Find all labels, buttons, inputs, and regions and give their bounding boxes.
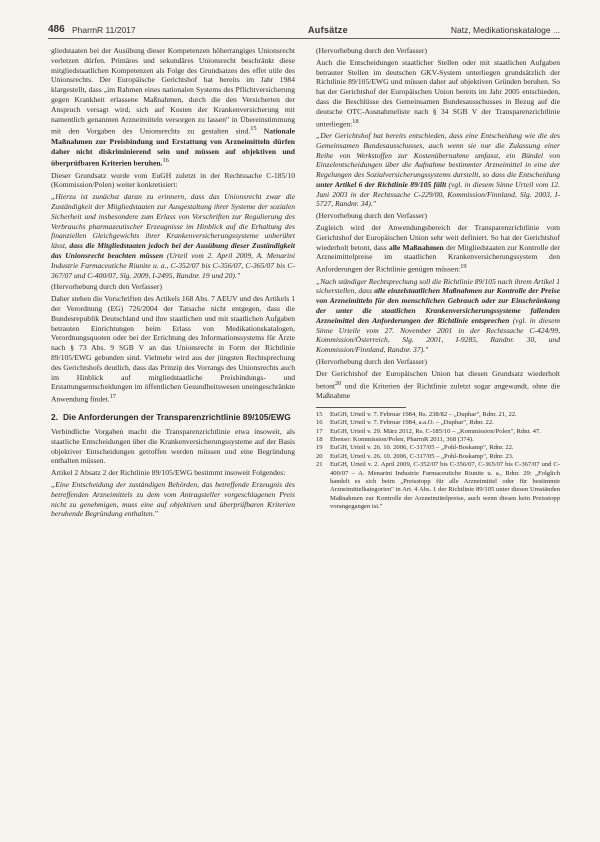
footnote-number: 19 — [316, 444, 323, 452]
emphasis-note: (Hervorhebung durch den Verfasser) — [51, 282, 162, 292]
footnote — [316, 411, 560, 419]
footnote-text: EuGH, Urteil v. 29. März 2012, Rs. C-185/10 – „Kommission/Polen", Rdnr. 47. — [330, 427, 541, 435]
quote-text: „Hierzu ist zunächst daran zu erinnern, dass das Unionsrecht zwar die Zuständigkeit der Mitgliedstaaten zur Ausgestaltung ihrer Systeme der sozialen Sicherheit und insbesondere zum Erlass von Vorschriften zur Regulierung des Verbrauchs pharmazeutischer Erzeugnisse im Hinblick auf die Erhaltung des finanziellen Gleichgewichts ihrer Krankenversicherungssysteme unberührt lässt, — [51, 192, 295, 251]
bold-text: Nationale Maßnahmen zur Preisbindung und Erstattung von Arzneimitteln dürfen daher nicht diskriminierend sein und müssen auf objektiven und überprüfbaren Kriterien beruhen. — [51, 126, 295, 168]
footnotes — [316, 411, 560, 512]
footnote-number: 17 — [316, 427, 323, 435]
footnote-text: Ebenso: Kommission/Polen, PharmR 2011, 368 (374). — [330, 435, 474, 443]
footnote-ref: 18 — [352, 117, 359, 125]
quote-text: (vgl. in diesem Sinne Urteile vom 27. November 2001 in der Rechtssache C-424/99, Kommission/Österreich, Slg. 2001, I-9285, Randnr. 30, und Kommission/Finnland, Randnr. 37)." — [316, 315, 560, 355]
page-number: 486 — [48, 24, 65, 35]
section-title: Aufsätze — [308, 25, 348, 35]
paragraph — [316, 369, 560, 401]
footnote — [316, 453, 560, 461]
paragraph — [51, 46, 295, 169]
paragraph-text: Daher stehen die Vorschriften des Artikels 168 Abs. 7 AEUV und des Artikels 1 der Verordnung (EG) 726/2004 der Tatsache nicht entgegen, dass die Bundesrepublik Deutschland und ihre staatlichen und mit staatlichen Aufgaben betrauten Einrichtungen beim Erlass von Medikationskatalogen, Verordnungsquoten oder bei der Errichtung des Informationssystems für Ärzte nach § 73 Abs. 9 SGB V an das Unionsrecht in Form der Richtlinie 89/105/EWG gebunden sind. Vielmehr wird aus der jüngsten Rechtsprechung des Gerichtshofs deutlich, dass das Prinzip des Vorrangs des Unionsrechts auch im Hinblick auf mitgliedstaatliche Preisbindungs- und Erstattungsentscheidungen im öffentlichen Gesundheitswesen uneingeschränkte Anwendung findet. — [51, 294, 295, 404]
quote-text: (vgl. in diesem Sinne Urteil vom 12. Juni 2003 in der Rechtssache C-229/00, Kommission/Finnland, Slg. 2003, I-5727, Randnr. 34)." — [316, 179, 561, 209]
footnote-ref: 16 — [162, 157, 169, 165]
footnote-number: 21 — [316, 461, 323, 469]
paragraph — [316, 58, 560, 129]
quote-text: „Nach ständiger Rechtsprechung soll die Richtlinie 89/105 nach ihrem Artikel 1 sicherstellen, dass — [316, 276, 560, 296]
footnote — [316, 428, 560, 436]
footnote-number: 20 — [316, 452, 323, 460]
heading-text: Die Anforderungen der Transparenzrichtlinie 89/105/EWG — [63, 412, 291, 423]
paragraph: Artikel 2 Absatz 2 der Richtlinie 89/105/EWG bestimmt insoweit Folgendes: — [51, 468, 286, 478]
footnote-text: EuGH, Urteil v. 26. 10. 2006, C-317/05 – „Pohl-Boskamp", Rdnr. 23. — [330, 452, 514, 460]
footnote-ref: 15 — [250, 125, 257, 133]
paragraph: Dieser Grundsatz wurde vom EuGH zuletzt in der Rechtssache C-185/10 (Kommission/Polen) weiter konkretisiert: — [51, 170, 295, 190]
paragraph — [51, 294, 295, 404]
footnote — [316, 461, 560, 511]
footnote — [316, 419, 560, 427]
heading-number: 2. — [51, 412, 58, 423]
footnote-divider — [316, 407, 406, 408]
quote — [316, 277, 560, 355]
quote — [316, 131, 560, 209]
paragraph — [316, 223, 560, 275]
section-heading — [51, 412, 295, 423]
quote: „Eine Entscheidung der zuständigen Behörden, das betreffende Erzeugnis des betreffenden Arzneimittels zu dem vom Antragsteller vorgeschlagenen Preis nicht zu genehmigen, muss eine auf objektiven und überprüfbaren Kriterien beruhende Begründung enthalten." — [51, 479, 295, 519]
running-title: Natz, Medikationskataloge ... — [450, 25, 560, 35]
emphasis-note: (Hervorhebung durch den Verfasser) — [316, 211, 427, 221]
left-column — [51, 46, 295, 521]
paragraph-text: Auch die Entscheidungen staatlicher Stellen oder mit staatlichen Aufgaben betrauter Stellen im deutschen GKV-System unterliegen grundsätzlich der Richtlinie 89/105/EWG und müssen daher auf objektiven Gründen beruhen. So hat der Gerichtshof der Europäischen Union bereits im Jahr 2005 entschieden, dass die Beschlüsse des Gemeinsamen Bundesausschusses in Bezug auf die deutsche OTC-Ausnahmeliste nach § 34 SGB V der Transparenzrichtlinie unterliegen: — [316, 57, 560, 129]
quote-bold-text: unter Artikel 6 der Richtlinie 89/105 fällt — [316, 179, 447, 189]
quote-bold-text: dass die Mitgliedstaaten jedoch bei der Ausübung dieser Zuständigkeit das Unionsrecht beachten müssen — [51, 241, 296, 260]
footnote-ref: 19 — [460, 263, 467, 271]
footnote-ref: 20 — [334, 379, 342, 387]
footnote-number: 18 — [316, 435, 323, 443]
right-column — [316, 46, 560, 512]
paragraph-text: Zugleich wird der Anwendungsbereich der Transparenzrichtlinie vom Gerichtshof der Europäischen Union sehr weit definiert. So hat der Gerichtshof wiederholt betont, dass — [316, 223, 560, 252]
footnote — [316, 444, 560, 452]
quote-text: „Der Gerichtshof hat bereits entschieden, dass eine Entscheidung wie die des Gemeinsamen Bundesausschusses, auch wenn sie nur die Zulassung einer Reihe von Werkstoffen zur Kostenübernahme umfasst, ein Bündel von Einzelentscheidungen über die Aufnahme bestimmter Arzneimittel in eine der Regelungen des Sozialversicherungssystems darstellt, so dass die Entscheidung — [316, 130, 560, 180]
footnote-number: 15 — [316, 410, 323, 418]
quote-text: (Urteil vom 2. April 2009, A. Menarini Industrie Farmaceutiche Riunite u. a., C-352/07 bis C-356/07, C-365/07 bis C-367/07 und C-400/07, Slg. 2009, I-2495, Randnr. 19 und 20)." — [51, 251, 295, 280]
footnote-number: 16 — [316, 419, 323, 427]
paragraph-text: Der Gerichtshof der Europäischen Union hat diesen Grundsatz wiederholt betont — [316, 368, 560, 391]
header-rule — [48, 38, 560, 39]
quote — [51, 192, 295, 280]
emphasis-note: (Hervorhebung durch den Verfasser) — [316, 356, 427, 366]
paragraph-text: der Mitgliedstaaten zur Kontrolle der Arzneimittelpreise im staatlichen Krankenversicherungssystem den Anforderungen der Richtlinie genügen müssen: — [316, 242, 560, 274]
paragraph-text: und die Kriterien der Richtlinie zuletzt sogar angewandt, ohne die Maßnahme — [316, 381, 560, 400]
quote-bold-text: alle einzelstaatlichen Maßnahmen zur Kontrolle der Preise von Arzneimitteln für den menschlichen Gebrauch oder zur Einschränkung der unter die staatlichen Krankenversicherungssysteme fallenden Arzneimittel den Anforderungen der Richtlinie entsprechen — [316, 286, 560, 325]
footnote-text: EuGH, Urteil v. 7. Februar 1984, a.a.O. – „Duphar", Rdnr. 22. — [330, 419, 494, 427]
footnote-ref: 17 — [109, 393, 116, 401]
footnote-text: EuGH, Urteil v. 26. 10. 2006, C-317/05 – „Pohl-Boskamp", Rdnr. 22. — [330, 444, 514, 452]
paragraph-text: gliedstaaten bei der Ausübung dieser Kompetenzen höherrangiges Unionsrecht verletzen dürfen. Primäres und sekundäres Unionsrecht beschränkt diese mitgliedstaatlichen Kompetenzen als Folge des Grundsatzes des effet utile des Unionsrechts. Der Europäische Gerichtshof hat bereits im Jahr 1984 klargestellt, dass „im Rahmen eines nationalen Systems des Pflichtversicherung gegen Krankheit erlassene Maßnahmen, durch die den Versicherten der Anspruch versagt wird, sich auf Kosten der Krankenversicherung mit namentlich genannten Arzneimitteln versorgen zu lassen" in Übereinstimmung mit den Vorgaben des Unionsrechts zu gestalten sind. — [51, 46, 295, 136]
bold-text: alle Maßnahmen — [388, 242, 444, 252]
paragraph: Verbindliche Vorgaben macht die Transparenzrichtlinie etwa insoweit, als staatliche Entscheidungen über die Krankenversicherungssysteme auf der Basis objektiver Entscheidungen getroffen werden müssen und eine Begründung enthalten müssen. — [51, 426, 295, 466]
journal-issue: PharmR 11/2017 — [72, 25, 136, 35]
emphasis-note: (Hervorhebung durch den Verfasser) — [316, 46, 427, 55]
footnote-text: EuGH, Urteil v. 2. April 2009, C-352/07 bis C-356/07, C-365/07 bis C-367/07 und C-400/07 – A. Menarini Industrie Farmaceutiche Riunite u. a., Rdnr. 29: „Folglich handelt es sich beim „Preisstopp für alle Arzneimittel oder für bestimmte Arzneimittelkategorien" in Art. 4 Abs. 1 der Richtlinie 89/105 unter diesen Umständen Maßnahmen zur Kontrolle der Arzneimittelpreise, auch wenn diesen kein Preisstopp vorangegangen ist." — [330, 461, 560, 511]
footnote — [316, 436, 560, 444]
footnote-text: EuGH, Urteil v. 7. Februar 1984, Rs. 238/82 – „Duphar", Rdnr. 21, 22. — [330, 410, 517, 418]
